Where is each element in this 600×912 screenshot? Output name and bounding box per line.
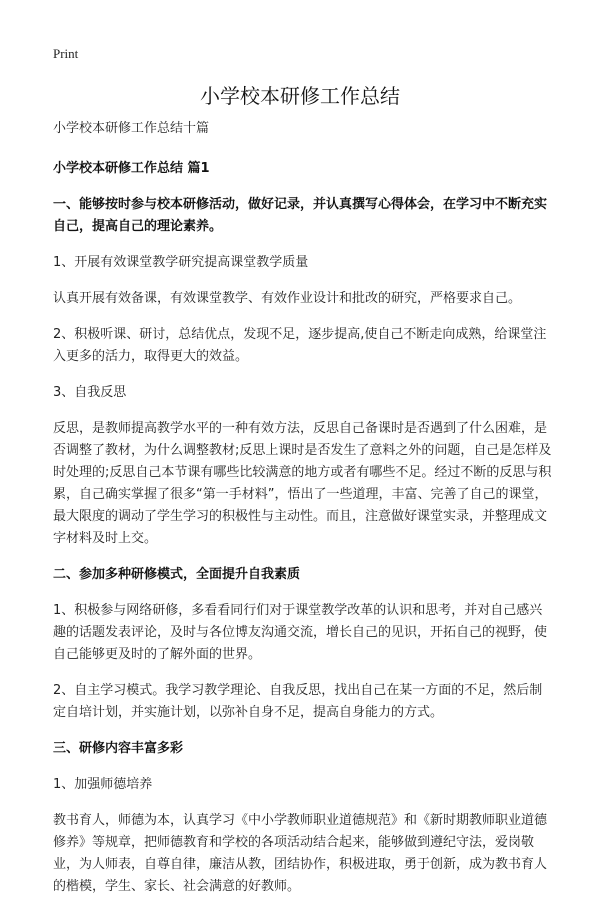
document-subtitle: 小学校本研修工作总结十篇 — [53, 121, 210, 136]
item-3-1-body: 教书育人，师德为本，认真学习《中小学教师职业道德规范》和《新时期教师职业道德修养》等规章，把师德教育和学校的各项活动结合起来，能够做到遵纪守法，爱岗敬业，为人师表，自尊自律，廉洁从教，团结协作，积极进取，勇于创新，成为教书育人的楷模，学生、家长、社会满意的好教师。 — [53, 813, 548, 894]
section-1-heading: 一、能够按时参与校本研修活动，做好记录，并认真撰写心得体会，在学习中不断充实自己，提高自己的理论素养。 — [53, 197, 548, 234]
article-title: 小学校本研修工作总结 篇1 — [53, 161, 210, 176]
page-title: 小学校本研修工作总结 — [200, 84, 400, 108]
item-1-1-body: 认真开展有效备课，有效课堂教学、有效作业设计和批改的研究，严格要求自己。 — [53, 291, 522, 306]
section-3-heading: 三、研修内容丰富多彩 — [53, 741, 184, 756]
section-2-heading: 二、参加多种研修模式，全面提升自我素质 — [53, 567, 301, 582]
print-link[interactable]: Print — [53, 46, 79, 61]
item-1-2-body: 2、积极听课、研讨，总结优点，发现不足，逐步提高,使自己不断走向成熟，给课堂注入更多的活力，取得更大的效益。 — [53, 327, 547, 364]
item-2-2-body: 2、自主学习模式。我学习教学理论、自我反思，找出自己在某一方面的不足，然后制定自培计划，并实施计划，以弥补自身不足，提高自身能力的方式。 — [53, 683, 543, 720]
document-content — [53, 118, 553, 912]
item-3-1-heading: 1、加强师德培养 — [53, 777, 153, 792]
item-2-1-body: 1、积极参与网络研修，多看看同行们对于课堂教学改革的认识和思考，并对自己感兴趣的话题发表评论，及时与各位博友沟通交流，增长自己的见识，开拓自己的视野，使自己能够更及时的了解外面的世界。 — [53, 603, 548, 662]
item-1-3-heading: 3、自我反思 — [53, 385, 127, 400]
item-1-3-body: 反思，是教师提高教学水平的一种有效方法，反思自己备课时是否遇到了什么困难，是否调整了教材，为什么调整教材;反思上课时是否发生了意料之外的问题，自己是怎样及时处理的;反思自己本节课有哪些比较满意的地方或者有哪些不足。经过不断的反思与积累，自己确实掌握了很多“第一手材料”，悟出了一些道理，丰富、完善了自己的课堂，最大限度的调动了学生学习的积极性与主动性。而且，注意做好课堂实录，并整理成文字材料及时上交。 — [53, 421, 552, 546]
item-1-1-heading: 1、开展有效课堂教学研究提高课堂教学质量 — [53, 255, 309, 270]
